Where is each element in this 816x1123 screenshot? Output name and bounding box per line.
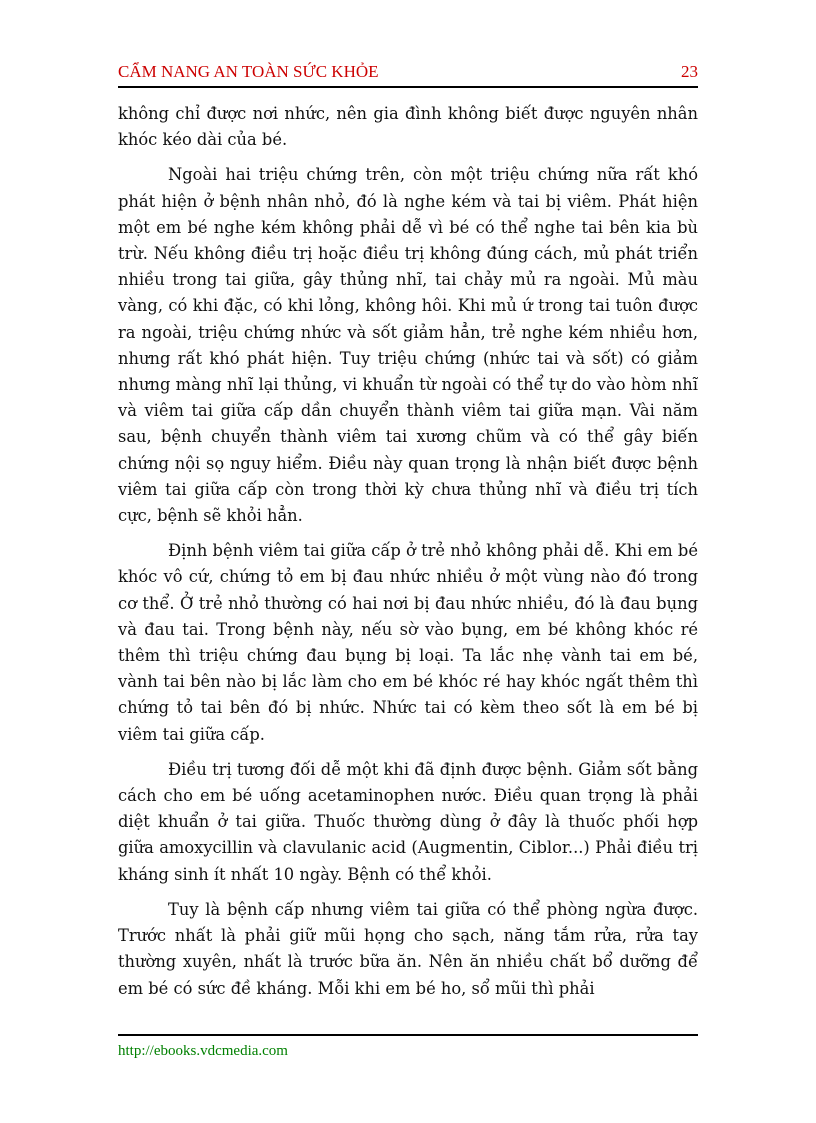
header-divider (118, 86, 698, 88)
paragraph-prevention: Tuy là bệnh cấp nhưng viêm tai giữa có thể phòng ngừa được. Trước nhất là phải giữ mũi họng cho sạch, năng tắm rửa, rửa tay thường xuyên, nhất là trước bữa ăn. Nên ăn nhiều chất bổ dưỡng để em bé có sức đề kháng. Mỗi khi em bé ho, sổ mũi thì phải (118, 899, 698, 998)
paragraph-symptoms: Ngoài hai triệu chứng trên, còn một triệu chứng nữa rất khó phát hiện ở bệnh nhân nhỏ, đó là nghe kém và tai bị viêm. Phát hiện một em bé nghe kém không phải dễ vì bé có thể nghe tai bên kia bù trừ. Nếu không điều trị hoặc điều trị không đúng cách, mủ phát triển nhiều trong tai giữa, gây thủng nhĩ, tai chảy mủ ra ngoài. Mủ màu vàng, có khi đặc, có khi lỏng, không hôi. Khi mủ ứ trong tai tuôn được ra ngoài, triệu chứng nhức và sốt giảm hẳn, trẻ nghe kém nhiều hơn, nhưng rất khó phát hiện. Tuy triệu chứng (nhức tai và sốt) có giảm nhưng màng nhĩ lại thủng, vi khuẩn từ ngoài có thể tự do vào hòm nhĩ và viêm tai giữa cấp dần chuyển thành viêm tai giữa mạn. Vài năm sau, bệnh chuyển thành viêm tai xương chũm và có thể gây biến chứng nội sọ nguy hiểm. Điều này quan trọng là nhận biết được bệnh viêm tai giữa cấp còn trong thời kỳ chưa thủng nhĩ và điều trị tích cực, bệnh sẽ khỏi hẳn. (118, 165, 698, 526)
page-header (118, 62, 698, 84)
page-number: 23 (681, 62, 698, 81)
book-title: CẨM NANG AN TOÀN SỨC KHỎE (118, 62, 379, 81)
paragraph-continuation: không chỉ được nơi nhức, nên gia đình không biết được nguyên nhân khóc kéo dài của bé. (118, 104, 698, 150)
paragraph-treatment: Điều trị tương đối dễ một khi đã định được bệnh. Giảm sốt bằng cách cho em bé uống acetaminophen nước. Điều quan trọng là phải diệt khuẩn ở tai giữa. Thuốc thường dùng ở đây là thuốc phối hợp giữa amoxycillin và clavulanic acid (Augmentin, Ciblor...) Phải điều trị kháng sinh ít nhất 10 ngày. Bệnh có thể khỏi. (118, 759, 698, 884)
footer-divider (118, 1034, 698, 1036)
body-text (118, 101, 698, 1011)
footer-url-link[interactable]: http://ebooks.vdcmedia.com (118, 1043, 288, 1059)
paragraph-diagnosis: Định bệnh viêm tai giữa cấp ở trẻ nhỏ không phải dễ. Khi em bé khóc vô cứ, chứng tỏ em bị đau nhức nhiều ở một vùng nào đó trong cơ thể. Ở trẻ nhỏ thường có hai nơi bị đau nhức nhiều, đó là đau bụng và đau tai. Trong bệnh này, nếu sờ vào bụng, em bé không khóc ré thêm thì triệu chứng đau bụng bị loại. Ta lắc nhẹ vành tai em bé, vành tai bên nào bị lắc làm cho em bé khóc ré hay khóc ngất thêm thì chứng tỏ tai bên đó bị nhức. Nhức tai có kèm theo sốt là em bé bị viêm tai giữa cấp. (118, 541, 698, 744)
